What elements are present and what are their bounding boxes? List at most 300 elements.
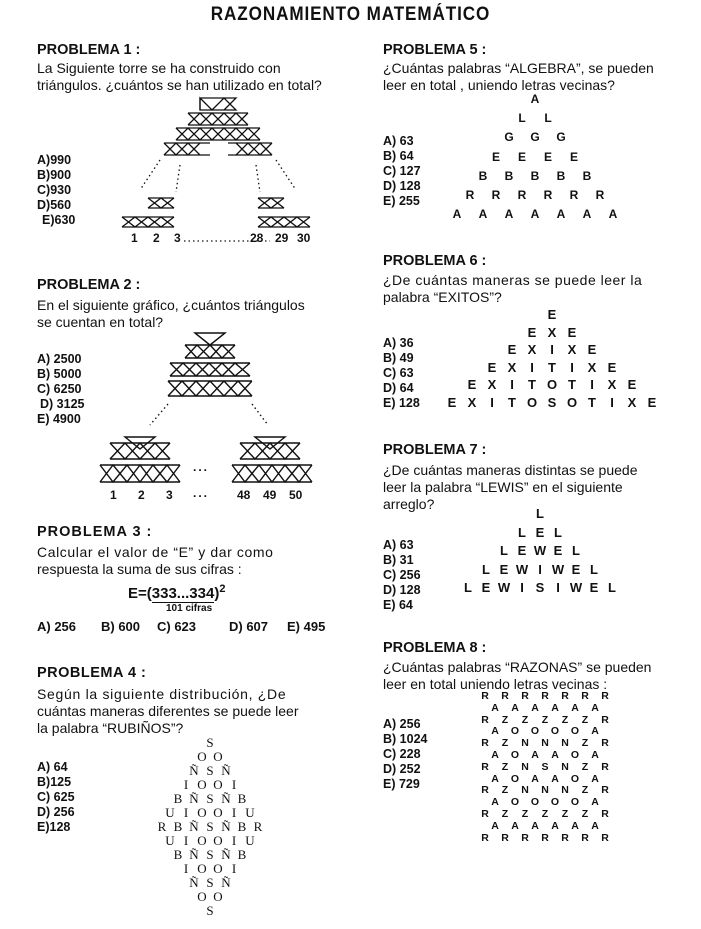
p4-letter: S <box>206 819 214 834</box>
p8-letter: O <box>530 796 540 809</box>
p8-option-d: D) 252 <box>383 762 421 776</box>
p5-row <box>430 186 640 205</box>
p4-row <box>100 806 320 820</box>
p4-row <box>100 778 320 792</box>
p4-letter: S <box>206 791 214 806</box>
p8-letter: A <box>591 796 599 809</box>
p5-row <box>430 109 640 128</box>
p3-text-2: respuesta la suma de sus cifras : <box>37 561 242 577</box>
p8-letter: A <box>551 772 559 785</box>
p8-letter: N <box>541 784 549 797</box>
p8-letter: Z <box>501 713 509 726</box>
p2-option-a: A) 2500 <box>37 352 82 366</box>
p8-letter: R <box>481 807 489 820</box>
p8-letter: O <box>570 772 580 785</box>
p7-row <box>445 524 635 543</box>
p7-letter: L <box>518 524 526 540</box>
p6-letter: X <box>567 342 577 357</box>
p7-row <box>445 561 635 580</box>
p8-letter: Z <box>581 807 589 820</box>
p5-option-e: E) 255 <box>383 194 420 208</box>
p5-letter: L <box>518 111 526 126</box>
p4-letter: Ñ <box>221 763 231 778</box>
p8-row <box>466 785 624 797</box>
p4-letter: Ñ <box>221 791 231 806</box>
p4-row <box>100 792 320 806</box>
p5-option-b: B) 64 <box>383 149 414 163</box>
p3-formula-num: 333...334 <box>151 585 215 602</box>
p5-row <box>430 148 640 167</box>
p4-letter: R <box>157 819 167 834</box>
p4-letter: I <box>231 805 237 820</box>
p7-letter: L <box>554 524 562 540</box>
p5-letter: B <box>556 168 566 183</box>
p6-row <box>432 306 672 324</box>
p1-option-c: C)930 <box>37 183 72 197</box>
p7-letter: L <box>572 543 580 558</box>
p5-letter: R <box>517 188 527 203</box>
p6-row <box>432 341 672 359</box>
p8-row <box>466 809 624 821</box>
p8-letter: R <box>561 831 569 844</box>
p5-letter: E <box>491 149 500 164</box>
p7-letter: E <box>571 561 581 577</box>
p1-option-b: B)900 <box>37 168 72 182</box>
p7-letter: E <box>481 580 491 595</box>
p4-letter: U <box>165 833 175 848</box>
p6-letter: O <box>546 377 558 392</box>
p8-letter: A <box>491 819 499 832</box>
p8-row <box>466 703 624 715</box>
p6-letter: X <box>547 324 557 340</box>
p4-letter: Ñ <box>189 875 199 890</box>
p8-letter: Z <box>501 807 509 820</box>
p4-letter: O <box>197 861 207 876</box>
p8-letter: R <box>561 690 569 702</box>
p8-option-e: E) 729 <box>383 777 420 791</box>
p4-row <box>100 736 320 750</box>
p7-letter: W <box>551 561 565 577</box>
p5-option-d: D) 128 <box>383 179 421 193</box>
p5-letter: A <box>582 207 592 222</box>
p8-option-b: B) 1024 <box>383 732 428 746</box>
p1-heading: PROBLEMA 1 : <box>37 42 141 58</box>
p4-letter: Ñ <box>189 791 199 806</box>
p8-letter: A <box>531 701 539 714</box>
p4-option-a: A) 64 <box>37 760 68 774</box>
p6-row <box>432 324 672 342</box>
p7-letter: L <box>482 561 490 577</box>
p8-letter-rhombus <box>466 691 624 844</box>
p8-letter: R <box>601 807 609 820</box>
p6-text-1: ¿De cuántas maneras se puede leer la <box>383 272 643 288</box>
p6-option-d: D) 64 <box>383 381 414 395</box>
p5-letter: G <box>504 130 514 145</box>
p5-row <box>430 90 640 109</box>
p7-text-3: arreglo? <box>383 496 435 512</box>
p7-text-1: ¿De cuántas maneras distintas se puede <box>383 462 638 478</box>
p5-letter: G <box>556 130 566 145</box>
p4-letter: U <box>245 805 255 820</box>
p3-option-c: C) 623 <box>157 619 197 634</box>
p7-heading: PROBLEMA 7 : <box>383 442 487 458</box>
p7-row <box>445 505 635 524</box>
p6-row <box>432 359 672 377</box>
p7-letter: I <box>520 580 524 595</box>
p4-row <box>100 890 320 904</box>
p2-option-e: E) 4900 <box>37 412 81 426</box>
p8-letter: Z <box>581 737 589 750</box>
p3-formula-exp: 2 <box>219 583 226 595</box>
p8-letter: O <box>550 796 560 809</box>
p8-letter: A <box>511 701 519 714</box>
p4-letter: Ñ <box>189 763 199 778</box>
p8-letter: O <box>530 725 540 738</box>
p1-option-d: D)560 <box>37 198 72 212</box>
p3-formula-lhs: E=( <box>128 585 152 602</box>
p5-option-c: C) 127 <box>383 164 421 178</box>
p2-label-2: 2 <box>138 488 145 502</box>
p5-letter: A <box>530 207 540 222</box>
p8-letter: R <box>601 737 609 750</box>
p2-label-1: 1 <box>110 488 117 502</box>
p8-letter: R <box>481 760 489 773</box>
p2-heading: PROBLEMA 2 : <box>37 277 141 293</box>
p6-letter: I <box>590 377 594 392</box>
p6-letter: I <box>610 394 614 410</box>
p8-letter: Z <box>501 760 509 773</box>
p1-label-2: 2 <box>153 231 160 245</box>
p8-letter: Z <box>581 713 589 726</box>
p5-letter: B <box>530 168 540 183</box>
p5-letter: R <box>543 188 553 203</box>
p4-option-b: B)125 <box>37 775 72 789</box>
p3-text-1: Calcular el valor de “E” y dar como <box>37 544 274 560</box>
p8-letter: Z <box>521 807 529 820</box>
p1-label-1: 1 <box>131 231 138 245</box>
p4-option-e: E)128 <box>37 820 71 834</box>
p6-letter: O <box>566 394 578 410</box>
p8-text-2: leer en total uniendo letras vecinas : <box>383 676 608 692</box>
p3-formula-under: 101 cifras <box>166 603 213 614</box>
p1-option-e: E)630 <box>42 213 76 227</box>
p1-label-29: 29 <box>275 231 289 245</box>
p8-letter: A <box>531 772 539 785</box>
p3-option-a: A) 256 <box>37 619 77 634</box>
p4-letter: I <box>183 805 189 820</box>
p5-letter: R <box>465 188 475 203</box>
page-title: RAZONAMIENTO MATEMÁTICO <box>210 4 491 25</box>
p2-label-48: 48 <box>237 488 251 502</box>
p6-letter: E <box>567 324 577 340</box>
p8-row <box>466 821 624 833</box>
p8-letter: A <box>531 748 539 761</box>
p8-letter: R <box>601 690 609 702</box>
p2-label-3: 3 <box>166 488 173 502</box>
p6-letter: E <box>647 394 657 410</box>
p8-option-c: C) 228 <box>383 747 421 761</box>
p8-letter: A <box>491 748 499 761</box>
p5-letter: E <box>517 149 526 164</box>
p4-text-3: la palabra “RUBIÑOS”? <box>37 720 184 736</box>
p7-letter: S <box>535 580 545 595</box>
p2-text-1: En el siguiente gráfico, ¿cuántos triángulos <box>37 297 305 313</box>
p4-letter: I <box>183 833 189 848</box>
p8-letter: R <box>521 690 529 702</box>
p4-letter: O <box>213 777 223 792</box>
p5-letter: L <box>544 111 552 126</box>
p8-letter: A <box>511 819 519 832</box>
p1-label-3: 3 <box>174 231 181 245</box>
p8-letter: O <box>570 725 580 738</box>
p7-option-d: D) 128 <box>383 583 421 597</box>
p8-letter: R <box>601 713 609 726</box>
p7-letter-triangle <box>445 505 635 598</box>
p1-label-28: 28 <box>250 231 264 245</box>
p4-letter: B <box>173 791 183 806</box>
p2-dots-middle: ... <box>193 460 210 474</box>
p6-letter: T <box>588 394 596 410</box>
p8-letter: O <box>510 748 520 761</box>
p4-letter: I <box>231 777 237 792</box>
p4-letter: O <box>213 833 223 848</box>
p8-letter: N <box>521 760 529 773</box>
p5-letter: E <box>543 149 552 164</box>
p5-letter: R <box>595 188 605 203</box>
p7-letter: W <box>533 543 547 558</box>
p2-option-c: C) 6250 <box>37 382 82 396</box>
p8-letter: A <box>591 819 599 832</box>
p2-text-2: se cuentan en total? <box>37 314 164 330</box>
p8-letter: Z <box>501 784 509 797</box>
p8-letter: Z <box>581 760 589 773</box>
p8-letter: R <box>601 760 609 773</box>
p6-letter: T <box>508 394 516 410</box>
p6-letter: I <box>530 359 534 375</box>
p8-text-1: ¿Cuántas palabras “RAZONAS” se pueden <box>383 659 652 675</box>
p8-letter: Z <box>561 807 569 820</box>
p8-letter: R <box>481 737 489 750</box>
p5-letter: A <box>556 207 566 222</box>
p8-row <box>466 715 624 727</box>
p5-letter: B <box>582 168 592 183</box>
p8-letter: R <box>601 831 609 844</box>
p8-letter: N <box>561 784 569 797</box>
p4-row <box>100 750 320 764</box>
p8-letter: A <box>591 748 599 761</box>
p8-row <box>466 750 624 762</box>
p4-letter: Ñ <box>189 819 199 834</box>
p8-letter: N <box>521 737 529 750</box>
p2-option-d: D) 3125 <box>40 397 85 411</box>
p2-label-49: 49 <box>263 488 277 502</box>
p8-letter: R <box>481 831 489 844</box>
p6-row <box>432 394 672 412</box>
p4-letter: O <box>213 889 223 904</box>
p4-letter: Ñ <box>189 847 199 862</box>
p6-letter: O <box>526 394 538 410</box>
p8-letter: A <box>591 725 599 738</box>
p4-letter: Ñ <box>221 847 231 862</box>
p7-letter: W <box>515 561 529 577</box>
p4-text-1: Según la siguiente distribución, ¿De <box>37 686 287 702</box>
p7-letter: W <box>569 580 583 595</box>
p3-option-e: E) 495 <box>287 619 326 634</box>
p4-letter: I <box>231 833 237 848</box>
p6-option-e: E) 128 <box>383 396 420 410</box>
p8-letter: A <box>551 748 559 761</box>
p4-letter: Ñ <box>221 819 231 834</box>
p3-option-b: B) 600 <box>101 619 141 634</box>
p6-letter: I <box>510 377 514 392</box>
p6-letter: T <box>548 359 556 375</box>
p8-letter: A <box>491 701 499 714</box>
p7-letter: I <box>538 561 542 577</box>
p7-letter: L <box>590 561 598 577</box>
p6-letter: I <box>550 342 554 357</box>
p8-heading: PROBLEMA 8 : <box>383 640 487 656</box>
p4-letter: I <box>183 777 189 792</box>
p5-letter: A <box>452 207 462 222</box>
p4-row <box>100 834 320 848</box>
p5-row <box>430 205 640 224</box>
p1-text-1: La Siguiente torre se ha construido con <box>37 60 281 76</box>
p5-letter: A <box>504 207 514 222</box>
p8-letter: R <box>501 831 509 844</box>
p6-letter: I <box>570 359 574 375</box>
p6-letter: X <box>627 394 637 410</box>
p3-formula-rhs: ) <box>214 585 220 602</box>
p8-letter: N <box>521 784 529 797</box>
p4-option-d: D) 256 <box>37 805 75 819</box>
p5-letter: A <box>478 207 488 222</box>
p5-letter: B <box>478 168 488 183</box>
p6-letter: E <box>487 359 497 375</box>
p7-letter: L <box>536 506 544 521</box>
p4-text-2: cuántas maneras diferentes se puede leer <box>37 703 299 719</box>
p4-letter: O <box>213 805 223 820</box>
p4-letter: I <box>183 861 189 876</box>
p8-letter: Z <box>521 713 529 726</box>
p7-letter: L <box>500 543 508 558</box>
p4-letter: U <box>165 805 175 820</box>
p8-letter: R <box>481 690 489 702</box>
p7-letter: E <box>517 543 527 558</box>
p8-letter: Z <box>541 807 549 820</box>
p4-row <box>100 904 320 918</box>
p4-letter: S <box>206 735 214 750</box>
p8-letter: R <box>521 831 529 844</box>
p8-letter: N <box>561 737 569 750</box>
p6-option-c: C) 63 <box>383 366 414 380</box>
p6-option-a: A) 36 <box>383 336 414 350</box>
p8-letter: Z <box>541 713 549 726</box>
p6-letter: X <box>467 394 477 410</box>
p4-letter: S <box>206 847 214 862</box>
p6-letter: T <box>568 377 576 392</box>
p4-row <box>100 764 320 778</box>
p4-row <box>100 862 320 876</box>
p6-letter: X <box>527 342 537 357</box>
p8-letter: O <box>510 772 520 785</box>
p7-letter: W <box>497 580 511 595</box>
p4-letter: U <box>245 833 255 848</box>
p8-letter: A <box>491 725 499 738</box>
p5-letter: E <box>569 149 578 164</box>
p5-letter-triangle <box>430 90 640 224</box>
p4-letter: S <box>206 763 214 778</box>
p8-letter: R <box>501 690 509 702</box>
p2-label-50: 50 <box>289 488 303 502</box>
p4-letter: B <box>173 819 183 834</box>
p7-letter: I <box>556 580 560 595</box>
p4-heading: PROBLEMA 4 : <box>37 665 147 681</box>
p5-heading: PROBLEMA 5 : <box>383 42 487 58</box>
p4-letter: O <box>197 889 207 904</box>
p8-letter: A <box>531 819 539 832</box>
p4-letter: O <box>213 749 223 764</box>
p7-option-c: C) 256 <box>383 568 421 582</box>
p6-letter: E <box>547 307 557 322</box>
p7-letter: E <box>553 543 563 558</box>
p7-row <box>445 542 635 561</box>
p7-option-a: A) 63 <box>383 538 414 552</box>
p4-letter: O <box>197 749 207 764</box>
p4-row <box>100 820 320 834</box>
p6-text-2: palabra “EXITOS”? <box>383 289 502 305</box>
p8-letter: R <box>481 713 489 726</box>
p8-letter: A <box>591 701 599 714</box>
p5-row <box>430 167 640 186</box>
p8-letter: A <box>571 819 579 832</box>
p2-dots-bottom: ... <box>193 486 210 500</box>
p8-letter: A <box>491 796 499 809</box>
p8-letter: R <box>601 784 609 797</box>
p6-letter-triangle <box>432 306 672 411</box>
p5-row <box>430 128 640 147</box>
p5-option-a: A) 63 <box>383 134 414 148</box>
p8-row <box>466 738 624 750</box>
p4-letter-diamond <box>100 736 320 918</box>
p3-option-d: D) 607 <box>229 619 269 634</box>
p5-letter: B <box>504 168 514 183</box>
p6-row <box>432 376 672 394</box>
p7-letter: E <box>535 524 545 540</box>
p5-letter: R <box>491 188 501 203</box>
p7-letter: L <box>464 580 472 595</box>
p8-letter: A <box>551 701 559 714</box>
p4-letter: B <box>237 819 247 834</box>
p7-text-2: leer la palabra “LEWIS” en el siguiente <box>383 479 623 495</box>
p7-option-e: E) 64 <box>383 598 413 612</box>
p8-letter: Z <box>561 713 569 726</box>
p6-letter: X <box>507 359 517 375</box>
p8-letter: A <box>491 772 499 785</box>
p8-letter: Z <box>581 784 589 797</box>
p4-letter: B <box>237 791 247 806</box>
p4-letter: Ñ <box>221 875 231 890</box>
p6-letter: X <box>487 377 497 392</box>
p5-text-1: ¿Cuántas palabras “ALGEBRA”, se pueden <box>383 60 654 76</box>
p1-option-a: A)990 <box>37 153 72 167</box>
p7-row <box>445 579 635 598</box>
p8-letter: O <box>570 748 580 761</box>
p6-letter: E <box>587 342 597 357</box>
p6-letter: T <box>528 377 536 392</box>
p4-letter: O <box>213 861 223 876</box>
p8-row <box>466 833 624 845</box>
p4-letter: S <box>206 875 214 890</box>
